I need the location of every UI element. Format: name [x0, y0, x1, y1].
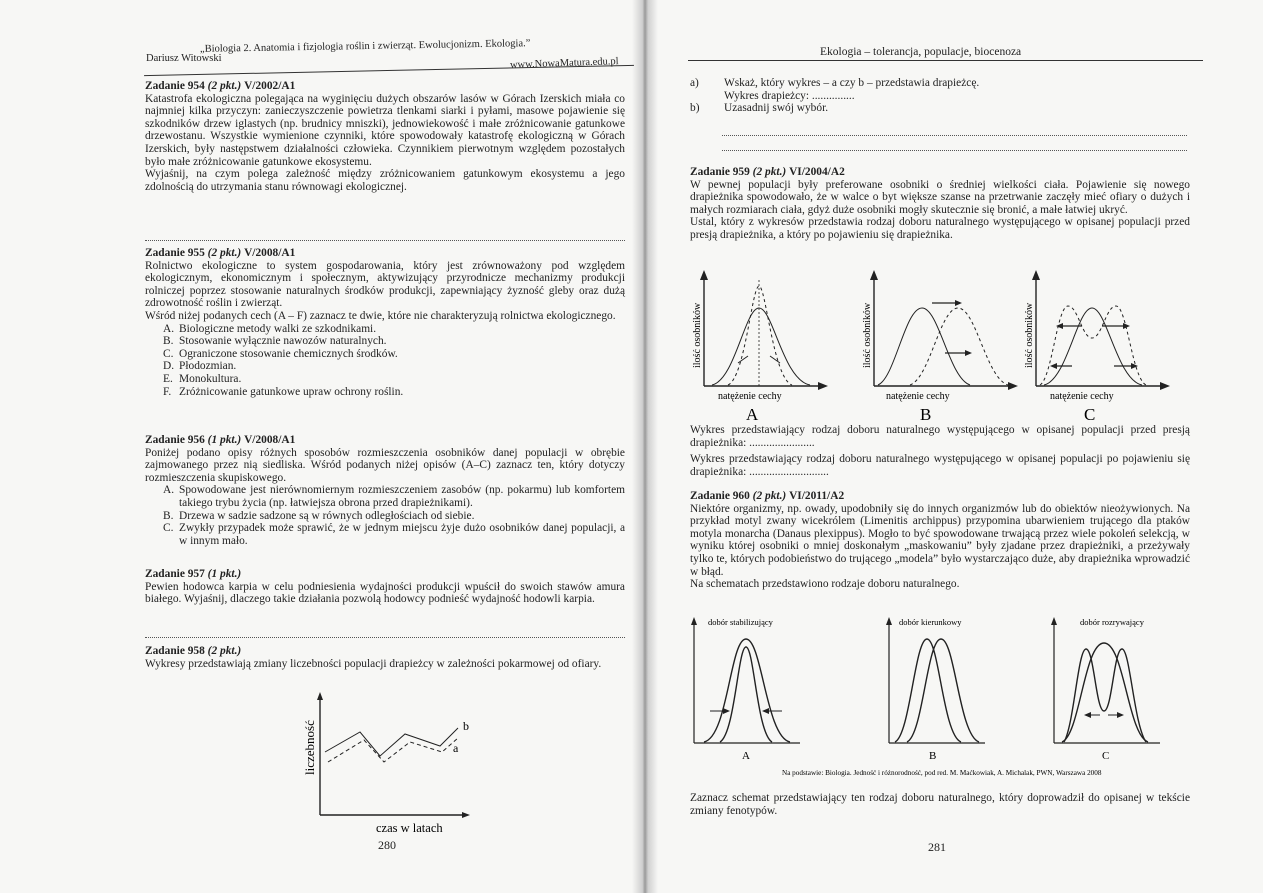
graph-a — [692, 270, 828, 424]
graph-letter: A — [746, 405, 759, 424]
figure-source: Na podstawie: Biologia. Jedność i różnorodność, pod red. M. Maćkowiak, A. Michalak, PWN, Warszawa 2008 — [782, 769, 1102, 777]
scheme-label: dobór kierunkowy — [899, 617, 962, 627]
task-code: V/2008/A1 — [244, 434, 296, 446]
options-list — [145, 484, 625, 547]
task-text: Wykresy przedstawiają zmiany liczebności populacji drapieżcy w zależności pokarmowej od ofiary. — [145, 657, 602, 670]
option-c[interactable]: C. Ograniczone stosowanie chemicznych środków. — [163, 347, 398, 360]
subquestion-b: b) Uzasadnij swój wybór. — [690, 102, 829, 115]
options-list — [145, 323, 625, 399]
task-text: Niektóre organizmy, np. owady, upodobniły się do innych organizmów lub do obiektów nieożywionych. Na przykład motyl zwany wicekrólem (Limenitis archippus) przypomina ubarwieniem trującego dla ptaków motyla monarcha (Danaus plexippus). Mogło to być spowodowane trwającą przez wiele pokoleń selekcją, w wyniku której osobniki o mniej doskonałym „maskowaniu” były zjadane przez drapieżniki, a przeżywały tylko te, których podobieństwo do trującego „modela” było wystarczająco duże, aby drapieżnika wprowadzić w błąd. — [690, 502, 1190, 578]
task-959 — [690, 166, 1190, 242]
y-axis-label: ilość osobników — [692, 302, 703, 368]
x-axis-arrow-icon — [1160, 382, 1170, 390]
task-question: Na schematach przedstawiono rodzaje doboru naturalnego. — [690, 578, 960, 591]
graph-letter: C — [1084, 405, 1096, 424]
distribution-dashed — [910, 308, 1008, 385]
selection-schemes-960 — [690, 615, 1190, 777]
x-axis-label: natężenie cechy — [718, 391, 782, 402]
series-b-label: b — [463, 719, 469, 733]
option-f[interactable]: F. Zróżnicowanie gatunkowe upraw ochrony roślin. — [163, 385, 404, 398]
task-956 — [145, 434, 625, 547]
answer-field[interactable]: Wykres przedstawiający rodzaj doboru naturalnego występującego w opisanej populacji po pojawieniu się drapieżnika: ............................ — [690, 453, 1190, 478]
y-axis-arrow-icon — [691, 617, 697, 625]
y-axis-label: ilość osobników — [862, 302, 873, 368]
series-a-line — [328, 738, 458, 762]
header-rule — [144, 65, 634, 76]
task-title: Zadanie 956 — [145, 434, 205, 446]
header-url: www.NowaMatura.edu.pl — [509, 56, 619, 71]
scheme-label: dobór stabilizujący — [708, 617, 773, 627]
distribution-dashed — [728, 286, 792, 385]
answer-line — [145, 240, 625, 241]
task-title: Zadanie 955 — [145, 247, 205, 259]
task-title: Zadanie 958 — [145, 645, 205, 657]
x-axis-arrow-icon — [818, 382, 828, 390]
x-axis-label: natężenie cechy — [886, 391, 950, 402]
option-c[interactable]: C. Zwykły przypadek może sprawić, że w jednym miejscu żyje dużo osobników danej populacji, a w innym mało. — [163, 522, 625, 547]
task-question: Wyjaśnij, na czym polega zależność między zróżnicowaniem gatunkowym ekosystemu a jego zdolnością do utrzymania stanu równowagi ekologicznej. — [145, 168, 625, 193]
scheme-label: dobór rozrywający — [1080, 617, 1144, 627]
y-axis-arrow-icon — [317, 692, 323, 700]
task-title: Zadanie 954 — [145, 80, 205, 92]
graph-b — [862, 270, 1018, 424]
page-number: 280 — [378, 838, 396, 852]
x-axis-label: czas w latach — [376, 821, 443, 835]
task-code: VI/2011/A2 — [789, 490, 845, 502]
answer-line — [722, 150, 1187, 151]
distribution-dashed — [1040, 306, 1146, 385]
x-axis-arrow-icon — [1008, 382, 1018, 390]
task-question: Zaznacz schemat przedstawiający ten rodzaj doboru naturalnego, który doprowadził do opisanej w tekście zmiany fenotypów. — [690, 792, 1190, 817]
task-question: Ustal, który z wykresów przedstawia rodzaj doboru naturalnego występującego w opisanej populacji przed presją drapieżnika, a który po pojawieniu się drapieżnika. — [690, 216, 1190, 241]
series-a-label: a — [453, 741, 459, 755]
task-957 — [145, 568, 625, 606]
graph-c — [1024, 270, 1170, 424]
option-b[interactable]: B. Stosowanie wyłącznie nawozów naturalnych. — [163, 335, 387, 348]
arrow-right-icon — [738, 356, 748, 363]
header-title: „Biologia 2. Anatomia i fizjologia roślin i zwierząt. Ewolucjonizm. Ekologia.” — [199, 38, 531, 55]
y-axis-arrow-icon — [1032, 270, 1040, 280]
y-axis-arrow-icon — [1051, 617, 1057, 625]
task-960-final — [690, 792, 1190, 817]
task-question: Wśród niżej podanych cech (A – F) zaznacz te dwie, które nie charakteryzują rolnictwa ekologicznego. — [145, 309, 616, 322]
scheme-directional — [886, 617, 985, 762]
option-b[interactable]: B. Drzewa w sadzie sadzone są w równych odległościach od siebie. — [163, 509, 475, 522]
task-958 — [145, 645, 625, 670]
scheme-letter: C — [1102, 750, 1110, 762]
right-page — [660, 0, 1263, 893]
task-title: Zadanie 960 — [690, 490, 750, 502]
task-points: (2 pkt.) — [207, 645, 242, 657]
header-title: Ekologia – tolerancja, populacje, biocenoza — [820, 46, 1022, 58]
task-text: Rolnictwo ekologiczne to system gospodarowania, który jest zrównoważony pod względem ekologicznym, ekonomicznym i społecznym, aktywizujący przyrodnicze mechanizmy produkcji rolniczej poprzez stosowanie naturalnych środków produkcji, zapewniający żyzność gleby oraz dużą zdrowotność roślin i zwierząt. — [145, 259, 625, 310]
task-text: W pewnej populacji były preferowane osobniki o średniej wielkości ciała. Pojawienie się nowego drapieżnika spowodowało, że w walce o byt większe szanse na przetrwanie zaczęły mieć ofiary o dużych i małych rozmiarach ciała, gdyż duże osobniki mogły skutecznie się bronić, a małe łatwiej ukryć. — [690, 178, 1190, 216]
option-d[interactable]: D. Płodozmian. — [163, 360, 237, 373]
task-points: (2 pkt.) — [207, 247, 242, 259]
task-960 — [690, 490, 1190, 591]
task-points: (2 pkt.) — [752, 490, 787, 502]
header-rule — [688, 60, 1203, 61]
task-points: (2 pkt.) — [752, 166, 787, 178]
selection-graphs-959 — [690, 268, 1190, 428]
y-axis-label: liczebność — [302, 720, 317, 775]
option-a[interactable]: A. Spowodowane jest nierównomiernym rozmieszczeniem zasobów (np. pokarmu) lub komfortem takiego trybu życia (np. łatwiejsza obrona przed drapieżnikami). — [163, 484, 625, 509]
scheme-letter: A — [742, 750, 750, 762]
x-axis-arrow-icon — [462, 812, 470, 818]
task-text: Katastrofa ekologiczna polegająca na wyginięciu dużych obszarów lasów w Górach Izerskich miała co najmniej kilka przyczyn: zanieczyszczenie powietrza tlenkami siarki i pyłami, masowe pojawienie się szkodników drzew iglastych (np. brudnicy mniszki), jednowiekowość i małe zróżnicowanie gatunkowe drzewostanu. Wszystkie wymienione czynniki, które spowodowały katastrofę ekologiczną w Górach Izerskich, były następstwem działalności człowieka. Czynnikiem pierwotnym względem pozostałych było małe zróżnicowanie gatunkowe ekosystemu. — [145, 92, 625, 168]
subquestion-a: a) Wskaż, który wykres – a czy b – przedstawia drapieżcę. — [690, 77, 980, 89]
arrow-left-icon — [770, 356, 780, 363]
task-title: Zadanie 959 — [690, 166, 750, 178]
page-number: 281 — [928, 840, 946, 854]
distribution-solid — [878, 308, 970, 385]
header-author: Dariusz Witowski — [146, 53, 222, 64]
predator-prey-graph — [280, 690, 480, 840]
task-959-answers — [690, 424, 1190, 478]
y-axis-label: ilość osobników — [1024, 302, 1035, 368]
task-text: Pewien hodowca karpia w celu podniesienia wydajności produkcji wpuścił do swoich stawów amura białego. Wyjaśnij, dlaczego takie działania pozwolą hodowcy podnieść wydajność hodowli karpia. — [145, 580, 625, 606]
task-title: Zadanie 957 — [145, 568, 205, 580]
task-954 — [145, 80, 625, 193]
option-a[interactable]: A. Biologiczne metody walki ze szkodnikami. — [163, 322, 377, 335]
answer-field[interactable]: Wykres drapieżcy: ............... — [724, 89, 855, 102]
task-points: (2 pkt.) — [207, 80, 242, 92]
series-b-line — [325, 728, 458, 756]
option-e[interactable]: E. Monokultura. — [163, 372, 242, 385]
task-code: V/2002/A1 — [244, 80, 296, 92]
scheme-stabilizing — [691, 617, 800, 762]
scheme-disruptive — [1051, 617, 1160, 762]
y-axis-arrow-icon — [886, 617, 892, 625]
distribution-solid — [712, 308, 810, 385]
task-code: VI/2004/A2 — [789, 166, 845, 178]
scheme-letter: B — [929, 750, 937, 762]
graph-letter: B — [920, 405, 932, 424]
x-axis-label: natężenie cechy — [1050, 391, 1114, 402]
subquestions-list — [690, 77, 1190, 115]
answer-line — [722, 135, 1187, 136]
task-955 — [145, 247, 625, 398]
task-text: Poniżej podano opisy różnych sposobów rozmieszczenia osobników danej populacji w obrębie zajmowanego przez nią siedliska. Wśród podanych niżej opisów (A–C) zaznacz ten, który dotyczy rozmieszczenia skupiskowego. — [145, 446, 625, 484]
y-axis-arrow-icon — [700, 270, 708, 280]
task-code: V/2008/A1 — [244, 247, 296, 259]
task-points: (1 pkt.) — [207, 434, 242, 446]
answer-field[interactable]: Wykres przedstawiający rodzaj doboru naturalnego występującego w opisanej populacji przed presją drapieżnika: ....................... — [690, 424, 1190, 449]
answer-line — [145, 637, 625, 638]
task-958-questions — [690, 77, 1190, 115]
task-points: (1 pkt.) — [207, 568, 242, 580]
distribution-solid — [1044, 308, 1142, 385]
y-axis-arrow-icon — [870, 270, 878, 280]
